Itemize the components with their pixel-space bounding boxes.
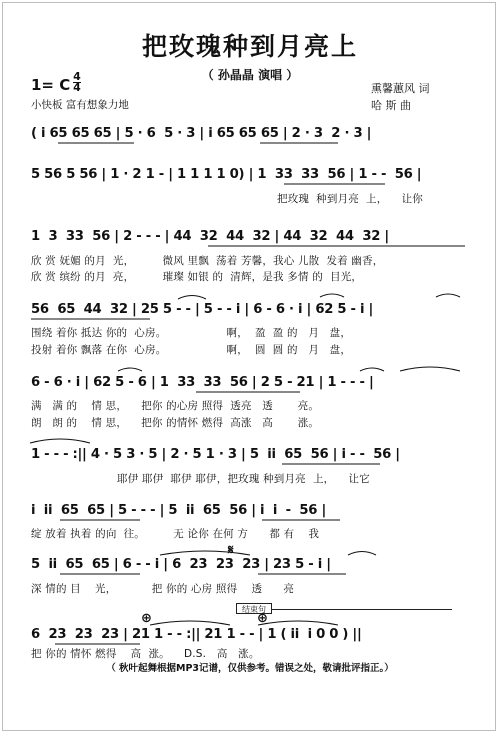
key-signature: 1= C [31,76,71,94]
slur-4 [118,368,142,371]
notation-line-3: 1 3 33 56 | 2 - - - | 44 32 44 32 | 44 32 44 32 | [31,229,389,244]
slur-11 [258,621,338,625]
notation-line-9: 6 23 23 23 | 21 1 - - :|| 21 1 - - | 1 ( ii i 0 0 ) || [31,627,362,642]
lyric-line-8a: 深 情的 目 光， 把 你的 心房 照得 透 亮 [31,583,295,595]
lyric-line-3b: 欣 赏 缤纷 的月 亮， 璀璨 如银 的 清辉，是我 多情 的 目光， [31,271,363,283]
slur-6 [400,367,460,371]
slur-1 [178,296,206,300]
lyric-line-5b: 朗 朗 的 情 思， 把你 的情怀 燃得 高涨 高 涨。 [31,417,320,429]
notation-line-5: 6 - 6 · i | 62 5 - 6 | 1 33 33 56 | 2 5 - 21 | 1 - - - | [31,375,374,390]
notation-line-4: 56 65 44 32 | 25 5 - - | 5 - - i | 6 - 6 · i | 62 5 - i | [31,302,374,317]
notation-line-7: i ii 65 65 | 5 - - - | 5 ii 65 56 | i i - 56 | [31,503,326,518]
slur-3 [436,294,460,297]
tempo-marking: 小快板 富有想象力地 [31,99,129,111]
singer-credit: （ 孙晶晶 演唱 ） [201,68,299,82]
segno-icon: 𝄋 [228,543,234,558]
notation-line-1: ( i 65 65 65 | 5 · 6 5 · 3 | i 65 65 65 | 2 · 3 2 · 3 | [31,126,372,141]
coda-icon: ⊕ [141,611,152,626]
lyric-line-4a: 围绕 着你 抵达 你的 心房。 啊， 盈 盈 的 月 盘， [31,327,352,339]
lyric-line-9a: 把 你的 情怀 燃得 高 涨。 D.S. 高 涨。 [31,648,260,660]
notation-line-8: 5 ii 65 65 | 6 - - i | 6 23 23 23 | 23 5 - i | [31,557,331,572]
song-title: 把玫瑰种到月亮上 [141,32,358,61]
footnote: （ 秋叶起舞根据MP3记谱，仅供参考。错误之处，敬请批评指正。） [106,663,394,674]
lyric-line-5a: 满 满 的 情 思， 把你 的心房 照得 透亮 透 亮。 [31,400,320,412]
meter-bottom: 4 [73,81,81,94]
notation-line-6: 1 - - - :|| 4 · 5 3 · 5 | 2 · 5 1 · 3 | 5 ii 65 56 | i - - 56 | [31,447,400,462]
lyric-line-4b: 投射 着你 飘落 在你 心房。 啊， 圆 圆 的 月 盘， [31,344,352,356]
slur-5 [360,368,384,371]
lyric-line-7a: 绽 放着 执着 的向 往。 无 论你 在何 方 都 有 我 [31,528,320,540]
slur-10 [150,621,230,625]
meter-top: 4 [73,70,81,83]
coda-icon-2: ⊕ [257,611,268,626]
slur-2 [320,294,344,297]
notation-line-2: 5 56 5 56 | 1 · 2 1 - | 1 1 1 1 0) | 1 33 33 56 | 1 - - 56 | [31,167,422,182]
lyric-line-3a: 欣 赏 妩媚 的月 光， 微风 里飘 荡着 芳馨，我心 儿散 发着 幽香， [31,255,384,267]
composer-credit: 哈 斯 曲 [371,99,411,112]
end-phrase-box: 结束句 [236,603,272,614]
lyricist-credit: 熏馨蕙风 词 [371,82,430,95]
slur-7 [30,439,90,443]
lyric-line-2a: 把玫瑰 种到月亮 上， 让你 [277,193,424,205]
slur-8 [160,551,250,555]
lyric-line-6a: 耶伊 耶伊 耶伊 耶伊，把玫瑰 种到月亮 上， 让它 [117,473,370,485]
slur-9 [348,552,376,556]
